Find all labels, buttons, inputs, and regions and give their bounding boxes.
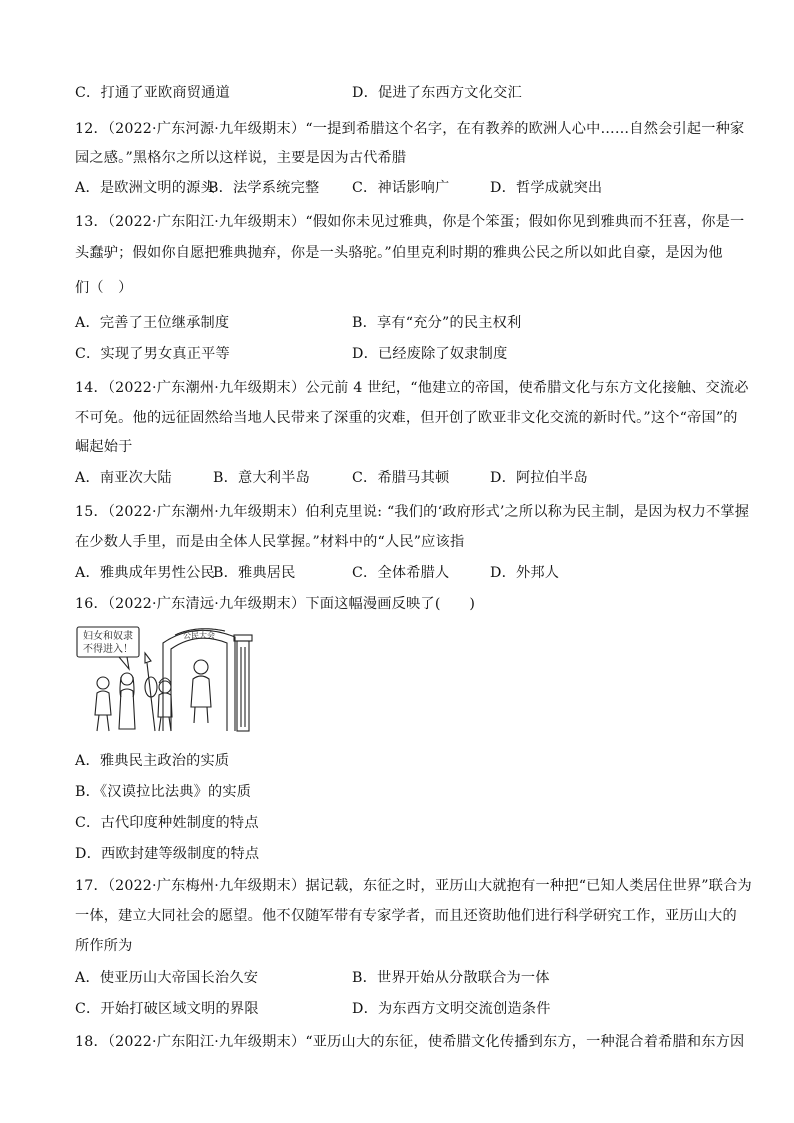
q14-option-d: D．阿拉伯半岛 (490, 470, 588, 486)
q16-option-b: B．《汉谟拉比法典》的实质 (75, 784, 252, 800)
q12-option-c: C．神话影响广 (352, 180, 450, 196)
q11-option-d: D．促进了东西方文化交汇 (352, 85, 522, 101)
q12-stem-line-1: 12．（2022·广东河源·九年级期末）“一提到希腊这个名字，在有教养的欧洲人心中……自然会引起一种家 (75, 121, 745, 137)
q12-stem-line-2: 园之感。”黑格尔之所以这样说，主要是因为古代希腊 (75, 150, 407, 166)
q15-stem-line-2: 在少数人手里，而是由全体人民掌握。”材料中的“人民”应该指 (75, 534, 465, 550)
woman-head (121, 673, 133, 685)
q14-option-b: B．意大利半岛 (213, 470, 310, 486)
q16-option-a: A．雅典民主政治的实质 (75, 753, 230, 769)
q17-option-d: D．为东西方文明交流创造条件 (352, 1001, 551, 1017)
q17-stem-line-1: 17．（2022·广东梅州·九年级期末）据记载，东征之时，亚历山大就抱有一种把“已知人类居住世界”联合为 (75, 878, 752, 894)
citizen-assembly-cartoon (75, 623, 253, 735)
q15-stem-line-1: 15．（2022·广东潮州·九年级期末）伯利克里说: “我们的‘政府形式’之所以称为民主制，是因为权力不掌握 (75, 504, 750, 520)
q15-option-b: B．雅典居民 (213, 565, 296, 581)
guard-body (158, 693, 172, 717)
q15-option-d: D．外邦人 (490, 565, 560, 581)
q18-stem-line-1: 18．（2022·广东阳江·九年级期末）“亚历山大的东征，使希腊文化传播到东方，一种混合着希腊和东方因 (75, 1034, 745, 1050)
q12-option-a: A．是欧洲文明的源头 (75, 180, 215, 196)
q14-stem-line-2: 不可免。他的远征固然给当地人民带来了深重的灾难，但开创了欧亚非文化交流的新时代。”这个“帝国”的 (75, 410, 738, 426)
citizen-head (194, 660, 208, 674)
q13-stem-line-2: 头蠢驴；假如你自愿把雅典抛弃，你是一头骆驼。”伯里克利时期的雅典公民之所以如此自豪，是因为他 (75, 245, 723, 261)
q16-stem-line-1: 16．（2022·广东清远·九年级期末）下面这幅漫画反映了( ) (75, 596, 476, 612)
q14-option-a: A．南亚次大陆 (75, 470, 172, 486)
cartoon-drawing (75, 623, 253, 735)
arch-outline (163, 630, 235, 731)
q12-option-b: B．法学系统完整 (208, 180, 320, 196)
q14-stem-line-1: 14．（2022·广东潮州·九年级期末）公元前 4 世纪，“他建立的帝国，使希腊文化与东方文化接触、交流必 (75, 380, 749, 396)
q17-option-c: C．开始打破区域文明的界限 (75, 1001, 259, 1017)
q14-stem-line-3: 崛起始于 (75, 439, 133, 455)
q13-stem-line-3: 们（ ） (75, 280, 133, 296)
q12-option-d: D．哲学成就突出 (490, 180, 603, 196)
q15-option-a: A．雅典成年男性公民 (75, 565, 215, 581)
arch-inner (171, 638, 227, 731)
arch-text: 公民大会 (183, 631, 215, 640)
guard-head (159, 681, 171, 693)
q11-option-c: C．打通了亚欧商贸通道 (75, 85, 230, 101)
q13-option-a: A．完善了王位继承制度 (75, 315, 230, 331)
woman-dress (119, 689, 135, 729)
slave-head (97, 677, 109, 689)
slave-body (95, 691, 111, 715)
q13-option-c: C．实现了男女真正平等 (75, 346, 230, 362)
q13-stem-line-1: 13．（2022·广东阳江·九年级期末）“假如你未见过雅典，你是个笨蛋；假如你见到雅典而不狂喜，你是一 (75, 214, 745, 230)
speech-tail (119, 657, 129, 669)
citizen-body (191, 676, 211, 707)
q17-stem-line-3: 所作所为 (75, 938, 133, 954)
sign-text-line-1: 妇女和奴隶 (83, 631, 133, 642)
sign-text-line-2: 不得进入！ (83, 644, 133, 655)
q17-option-b: B．世界开始从分散联合为一体 (352, 970, 550, 986)
q14-option-c: C．希腊马其顿 (352, 470, 450, 486)
q16-option-c: C．古代印度种姓制度的特点 (75, 815, 259, 831)
q13-option-d: D．已经废除了奴隶制度 (352, 346, 508, 362)
q13-option-b: B．享有“充分”的民主权利 (352, 315, 522, 331)
q17-option-a: A．使亚历山大帝国长治久安 (75, 970, 259, 986)
q17-stem-line-2: 一体，建立大同社会的愿望。他不仅随军带有专家学者，而且还资助他们进行科学研究工作，亚历山大的 (75, 908, 737, 924)
q16-option-d: D．西欧封建等级制度的特点 (75, 846, 260, 862)
column (237, 641, 249, 731)
q15-option-c: C．全体希腊人 (352, 565, 450, 581)
